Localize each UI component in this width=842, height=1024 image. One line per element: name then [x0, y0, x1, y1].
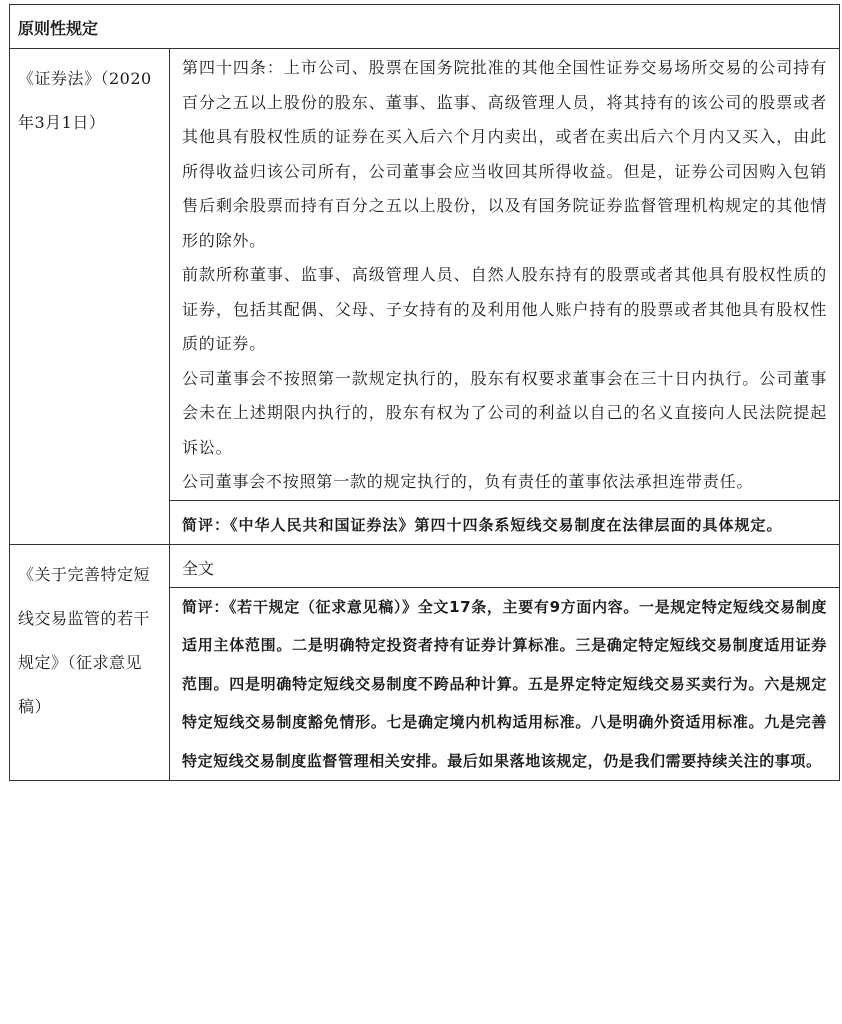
provision-paragraph: 公司董事会不按照第一款规定执行的，股东有权要求董事会在三十日内执行。公司董事会未在上述期限内执行的，股东有权为了公司的利益以自己的名义直接向人民法院提起诉讼。 [182, 368, 828, 457]
fulltext-cell: 全文 [170, 544, 840, 587]
comment-cell [170, 500, 840, 544]
provision-paragraph: 公司董事会不按照第一款的规定执行的，负有责任的董事依法承担连带责任。 [182, 472, 754, 491]
provision-paragraph: 第四十四条：上市公司、股票在国务院批准的其他全国性证券交易场所交易的公司持有百分之五以上股份的股东、董事、监事、高级管理人员，将其持有的该公司的股票或者其他具有股权性质的证券在买入后六个月内卖出，或者在卖出后六个月内又买入，由此所得收益归该公司所有，公司董事会应当收回其所得收益。但是，证券公司因购入包销售后剩余股票而持有百分之五以上股份，以及有国务院证券监督管理机构规定的其他情形的除外。 [182, 58, 828, 250]
provision-text-cell [170, 49, 840, 501]
table-row [10, 544, 840, 587]
comment-text: 简评：《中华人民共和国证券法》第四十四条系短线交易制度在法律层面的具体规定。 [182, 515, 783, 534]
comment-cell [170, 587, 840, 781]
law-name-cell: 《关于完善特定短线交易监管的若干规定》（征求意见稿） [10, 544, 170, 781]
table-row [10, 49, 840, 501]
table-header-row [10, 5, 840, 49]
regulation-table [9, 4, 840, 781]
law-name-cell: 《证券法》（2020年3月1日） [10, 49, 170, 545]
provision-paragraph: 前款所称董事、监事、高级管理人员、自然人股东持有的股票或者其他具有股权性质的证券，包括其配偶、父母、子女持有的及利用他人账户持有的股票或者其他具有股权性质的证券。 [182, 265, 828, 353]
comment-text: 简评：《若干规定（征求意见稿）》全文17条，主要有9方面内容。一是规定特定短线交易制度适用主体范围。二是明确特定投资者持有证券计算标准。三是确定特定短线交易制度适用证券范围。四是明确特定短线交易制度不跨品种计算。五是界定特定短线交易买卖行为。六是规定特定短线交易制度豁免情形。七是确定境内机构适用标准。八是明确外资适用标准。九是完善特定短线交易制度监督管理相关安排。最后如果落地该规定，仍是我们需要持续关注的事项。 [182, 597, 828, 770]
table-title: 原则性规定 [10, 5, 840, 49]
